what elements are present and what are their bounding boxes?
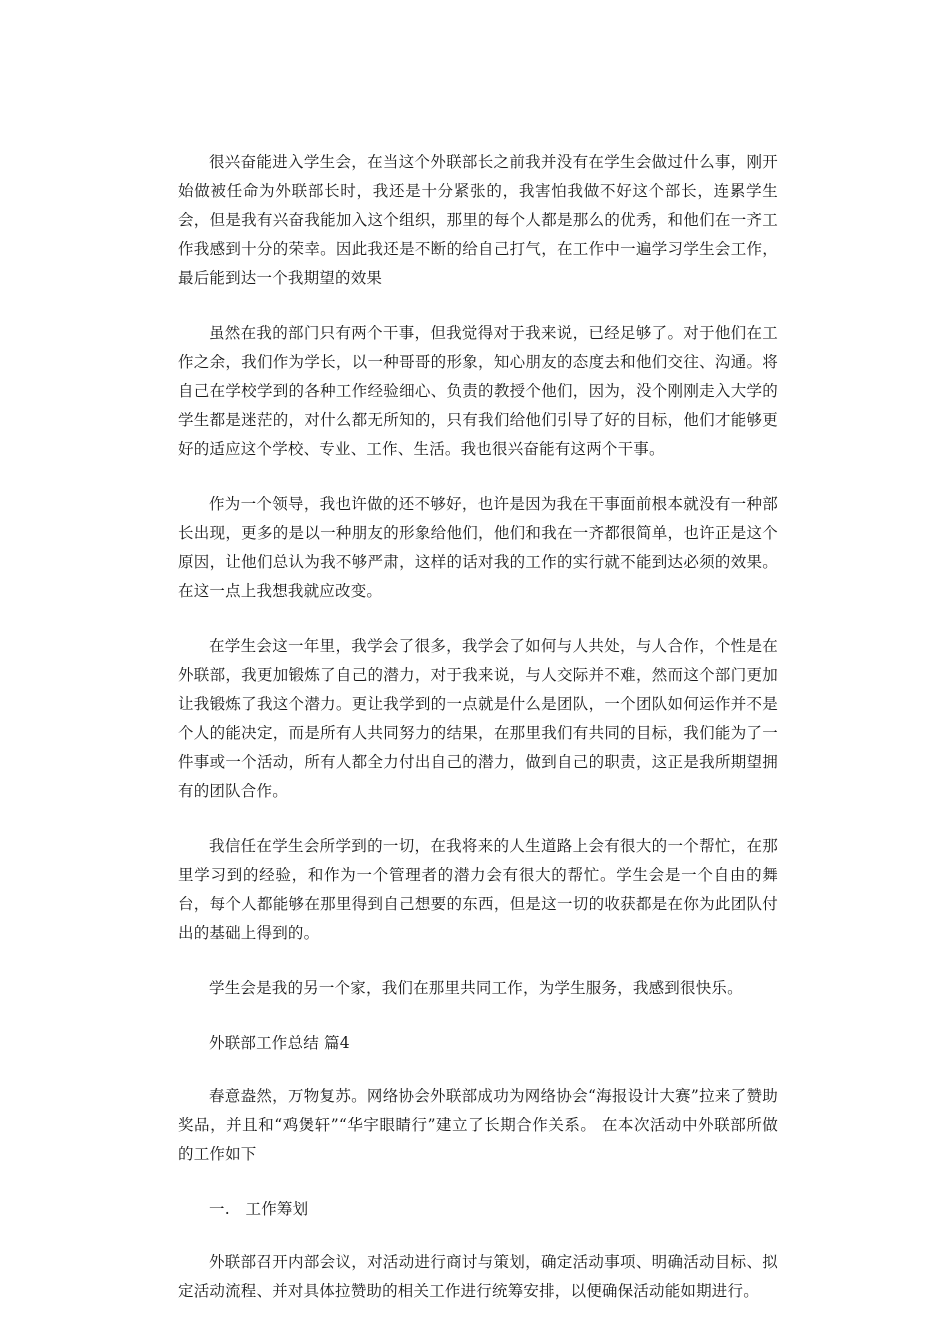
paragraph-trust: 我信任在学生会所学到的一切，在我将来的人生道路上会有很大的一个帮忙，在那里学习到的经验，和作为一个管理者的潜力会有很大的帮忙。学生会是一个自由的舞台，每个人都能够在那里得到自己想要的东西，但是这一切的收获都是在你为此团队付出的基础上得到的。 — [178, 837, 778, 942]
subsection-heading: 一. 工作筹划 — [209, 1200, 309, 1218]
paragraph-two-staff: 虽然在我的部门只有两个干事，但我觉得对于我来说，已经足够了。对于他们在工作之余，我们作为学长，以一种哥哥的形象，知心朋友的态度去和他们交往、沟通。将自己在学校学到的各种工作经验细心、负责的教授个他们，因为，没个刚刚走入大学的学生都是迷茫的，对什么都无所知的，只有我们给他们引导了好的目标，他们才能够更好的适应这个学校、专业、工作、生活。我也很兴奋能有这两个干事。 — [178, 324, 778, 458]
paragraph-teamwork: 在学生会这一年里，我学会了很多，我学会了如何与人共处，与人合作，个性是在外联部，我更加锻炼了自己的潜力，对于我来说，与人交际并不难，然而这个部门更加让我锻炼了我这个潜力。更让我学到的一点就是什么是团队，一个团队如何运作并不是个人的能决定，而是所有人共同努力的结果，在那里我们有共同的目标，我们能为了一件事或一个活动，所有人都全力付出自己的潜力，做到自己的职责，这正是我所期望拥有的团队合作。 — [178, 637, 778, 800]
document-body — [178, 148, 778, 1332]
paragraph-spring-intro: 春意盎然，万物复苏。网络协会外联部成功为网络协会“海报设计大赛”拉来了赞助奖品，并且和“鸡煲轩”“华宇眼睛行”建立了长期合作关系。 在本次活动中外联部所做的工作如下 — [178, 1087, 778, 1163]
paragraph-leadership: 作为一个领导，我也许做的还不够好，也许是因为我在干事面前根本就没有一种部长出现，更多的是以一种朋友的形象给他们，他们和我在一齐都很简单，也许正是这个原因，让他们总认为我不够严肃，这样的话对我的工作的实行就不能到达必须的效果。在这一点上我想我就应改变。 — [178, 495, 778, 600]
paragraph-joining-student-union: 很兴奋能进入学生会，在当这个外联部长之前我并没有在学生会做过什么事，刚开始做被任命为外联部长时，我还是十分紧张的，我害怕我做不好这个部长，连累学生会，但是我有兴奋我能加入这个组织，那里的每个人都是那么的优秀，和他们在一齐工作我感到十分的荣幸。因此我还是不断的给自己打气，在工作中一遍学习学生会工作，最后能到达一个我期望的效果 — [178, 153, 778, 287]
paragraph-home: 学生会是我的另一个家，我们在那里共同工作，为学生服务，我感到很快乐。 — [209, 979, 743, 997]
paragraph-planning: 外联部召开内部会议，对活动进行商讨与策划，确定活动事项、明确活动目标、拟定活动流程、并对具体拉赞助的相关工作进行统筹安排，以便确保活动能如期进行。 — [178, 1253, 778, 1300]
section-heading: 外联部工作总结 篇4 — [209, 1034, 350, 1052]
